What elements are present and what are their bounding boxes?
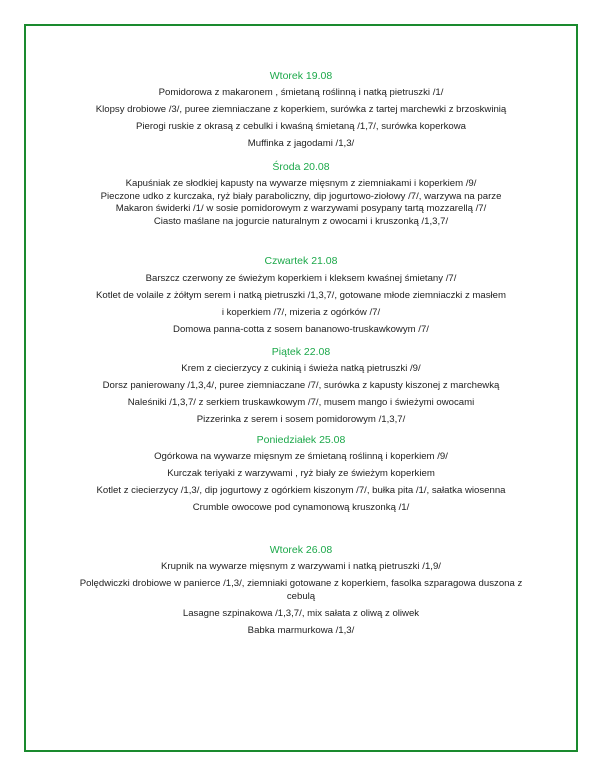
- dish-item: Ogórkowa na wywarze mięsnym ze śmietaną roślinną i koperkiem /9/: [154, 451, 448, 462]
- dish-item: Crumble owocowe pod cynamonową kruszonką /1/: [192, 502, 410, 513]
- day-title: Czwartek 21.08: [264, 255, 338, 267]
- day-section-1: [26, 69, 576, 155]
- dish-item: Pieczone udko z kurczaka, ryż biały paraboliczny, dip jogurtowo-ziołowy /7/, warzywa na parze: [100, 190, 502, 202]
- day-title: Piątek 22.08: [271, 346, 331, 358]
- day-title: Wtorek 26.08: [269, 544, 333, 556]
- day-section-5: [26, 433, 576, 519]
- dish-item: Dorsz panierowany /1,3,4/, puree ziemniaczane /7/, surówka z kapusty kiszonej z marchewką: [102, 380, 500, 391]
- dish-item: Domowa panna-cotta z sosem bananowo-truskawkowym /7/: [173, 324, 429, 335]
- day-title: Środa 20.08: [272, 161, 330, 173]
- day-section-4: [26, 345, 576, 431]
- dish-item: Kurczak teriyaki z warzywami , ryż biały ze świeżym koperkiem: [167, 468, 435, 479]
- dish-item: Pomidorowa z makaronem , śmietaną roślinną i natką pietruszki /1/: [158, 87, 444, 98]
- dish-item: Ciasto maślane na jogurcie naturalnym z owocami i kruszonką /1,3,7/: [153, 215, 449, 227]
- dish-item: i koperkiem /7/, mizeria z ogórków /7/: [221, 307, 381, 318]
- dish-item: Polędwiczki drobiowe w panierce /1,3/, ziemniaki gotowane z koperkiem, fasolka szparagowa duszona z cebulą: [79, 578, 523, 602]
- dish-item: Muffinka z jagodami /1,3/: [247, 138, 355, 149]
- day-section-3: [26, 254, 576, 341]
- dish-item: Kapuśniak ze słodkiej kapusty na wywarze mięsnym z ziemniakami i koperkiem /9/: [125, 178, 477, 189]
- dish-item: Babka marmurkowa /1,3/: [247, 624, 355, 636]
- dish-item: Pierogi ruskie z okrasą z cebulki i kwaśną śmietaną /1,7/, surówka koperkowa: [135, 121, 467, 132]
- dish-item: Makaron świderki /1/ w sosie pomidorowym z warzywami posypany tartą mozzarellą /7/: [115, 203, 487, 214]
- dish-item: Kotlet z ciecierzycy /1,3/, dip jogurtowy z ogórkiem kiszonym /7/, bułka pita /1/, sałatka wiosenna: [96, 485, 506, 496]
- dish-item: Lasagne szpinakowa /1,3,7/, mix sałata z oliwą z oliwek: [182, 607, 420, 619]
- dish-item: Naleśniki /1,3,7/ z serkiem truskawkowym /7/, musem mango i świeżymi owocami: [127, 397, 475, 408]
- dish-item: Kotlet de volaile z żółtym serem i natką pietruszki /1,3,7/, gotowane młode ziemniaczki z masłem: [95, 290, 507, 301]
- dish-item: Pizzerinka z serem i sosem pomidorowym /1,3,7/: [196, 414, 406, 425]
- day-section-2: [26, 160, 576, 228]
- dish-item: Barszcz czerwony ze świeżym koperkiem i kleksem kwaśnej śmietany /7/: [145, 273, 457, 284]
- dish-item: Klopsy drobiowe /3/, puree ziemniaczane z koperkiem, surówka z tartej marchewki z brzoskwinią: [95, 104, 507, 115]
- dish-item: Krupnik na wywarze mięsnym z warzywami i natką pietruszki /1,9/: [161, 561, 441, 572]
- day-title: Poniedziałek 25.08: [256, 434, 346, 446]
- dish-item: Krem z ciecierzycy z cukinią i świeża natką pietruszki /9/: [181, 363, 421, 374]
- day-section-6: [26, 543, 576, 642]
- day-title: Wtorek 19.08: [269, 70, 333, 82]
